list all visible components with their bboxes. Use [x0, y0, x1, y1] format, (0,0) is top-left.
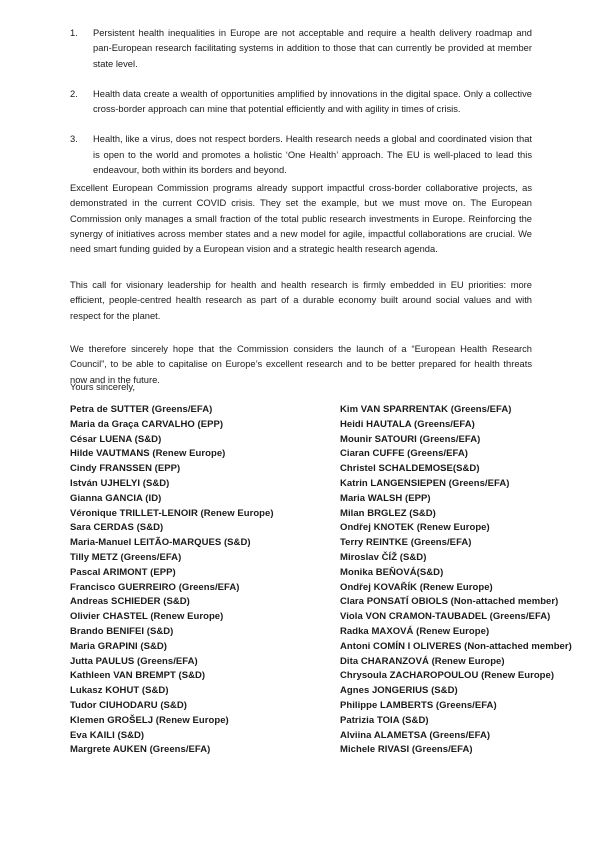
signatory-name: Mounir SATOURI (Greens/EFA) — [340, 433, 481, 445]
body-paragraph-request: We therefore sincerely hope that the Commission considers the launch of a “European Health Research Council”, to be able to capitalise on Europe’s excellent research and to be better prepared for health threats now and in the future. — [70, 344, 532, 385]
signatory-name: Margrete AUKEN (Greens/EFA) — [70, 744, 211, 756]
signatory-name: Dita CHARANZOVÁ (Renew Europe) — [340, 655, 505, 667]
signatory-name: Clara PONSATÍ OBIOLS (Non-attached member) — [340, 596, 559, 608]
signatory-name: Klemen GROŠELJ (Renew Europe) — [70, 714, 229, 726]
point-number: 2. — [70, 88, 78, 99]
signatory-name: Miroslav ČÍŽ (S&D) — [340, 551, 427, 563]
signatory-name: Kim VAN SPARRENTAK (Greens/EFA) — [340, 404, 512, 415]
numbered-point — [70, 26, 532, 72]
signatories-left-column — [70, 403, 325, 758]
body-paragraph-programs: Excellent European Commission programs already support impactful cross-border collaborative projects, as demonstrated in the current COVID crisis. They set the example, but we must move on. The European Commission only manages a small fraction of the total public research investments in Europe. Reinforcing the synergy of initiatives across member states and a new model for agile, impactful collaborations are crucial. We need smart funding guided by a European vision and a strategic health research agenda. — [70, 183, 532, 255]
signatory-name: Ondřej KOVAŘÍK (Renew Europe) — [340, 581, 493, 593]
signatory-name: Tilly METZ (Greens/EFA) — [70, 551, 182, 563]
signatory-name: Alviina ALAMETSA (Greens/EFA) — [340, 729, 491, 741]
signatories-right-column — [340, 403, 585, 758]
body-paragraph-leadership: This call for visionary leadership for health and health research is firmly embedded in EU priorities: more efficient, people-centred health research as part of a durable economy built around social values and with respect for the planet. — [70, 280, 532, 321]
signatory-name: Gianna GANCIA (ID) — [70, 492, 162, 504]
point-text: Health, like a virus, does not respect borders. Health research needs a global and coordinated vision that is open to the world and promotes a holistic ‘One Health’ approach. The EU is well-placed to lead this endeavour, both within its borders and beyond. — [93, 134, 532, 176]
signatory-name: Philippe LAMBERTS (Greens/EFA) — [340, 699, 497, 711]
numbered-points-list — [70, 26, 532, 193]
signatory-name: Milan BRGLEZ (S&D) — [340, 507, 436, 519]
signatory-name: Chrysoula ZACHAROPOULOU (Renew Europe) — [340, 670, 555, 682]
signatory-name: Maria da Graça CARVALHO (EPP) — [70, 418, 224, 430]
signatory-name: Monika BEŇOVÁ(S&D) — [340, 566, 444, 578]
signatory-name: Heidi HAUTALA (Greens/EFA) — [340, 418, 475, 430]
signatory-name: Radka MAXOVÁ (Renew Europe) — [340, 625, 490, 637]
signatory-name: Francisco GUERREIRO (Greens/EFA) — [70, 581, 240, 593]
signatory-name: Christel SCHALDEMOSE(S&D) — [340, 463, 480, 475]
signatory-name: Katrin LANGENSIEPEN (Greens/EFA) — [340, 477, 510, 489]
signatory-name: Maria GRAPINI (S&D) — [70, 640, 168, 652]
numbered-point — [70, 87, 532, 118]
signatory-name: Patrizia TOIA (S&D) — [340, 714, 429, 726]
signatory-name: Terry REINTKE (Greens/EFA) — [340, 537, 472, 549]
signatory-name: Tudor CIUHODARU (S&D) — [70, 699, 187, 711]
signatory-name: Maria-Manuel LEITÃO-MARQUES (S&D) — [70, 537, 251, 549]
signatory-name: Eva KAILI (S&D) — [70, 729, 145, 741]
signatory-name: Kathleen VAN BREMPT (S&D) — [70, 670, 206, 682]
signatory-name: Maria WALSH (EPP) — [340, 492, 431, 504]
signatory-name: Ondřej KNOTEK (Renew Europe) — [340, 522, 490, 534]
point-text: Health data create a wealth of opportunities amplified by innovations in the digital space. Only a collective cross-border approach can mine that potential efficiently and with agility in times of crisis. — [93, 88, 532, 115]
signatory-name: István UJHELYI (S&D) — [70, 477, 170, 489]
point-number: 3. — [70, 134, 78, 145]
point-text: Persistent health inequalities in Europe are not acceptable and require a health delivery roadmap and pan-European research facilitating systems in addition to those that can currently be provided at member state level. — [93, 28, 532, 69]
numbered-point — [70, 132, 532, 178]
point-number: 1. — [70, 28, 78, 38]
signatory-name: Véronique TRILLET-LENOIR (Renew Europe) — [70, 507, 274, 519]
signatory-name: Olivier CHASTEL (Renew Europe) — [70, 611, 224, 623]
signatory-name: Brando BENIFEI (S&D) — [70, 625, 174, 637]
signatory-name: Pascal ARIMONT (EPP) — [70, 566, 176, 578]
signatory-name: Ciaran CUFFE (Greens/EFA) — [340, 448, 468, 460]
signatory-name: César LUENA (S&D) — [70, 433, 162, 445]
closing-salutation: Yours sincerely, — [70, 382, 135, 392]
signatory-name: Petra de SUTTER (Greens/EFA) — [70, 404, 213, 415]
signatory-name: Hilde VAUTMANS (Renew Europe) — [70, 448, 226, 460]
signatory-name: Jutta PAULUS (Greens/EFA) — [70, 655, 198, 667]
signatory-name: Andreas SCHIEDER (S&D) — [70, 596, 190, 608]
signatory-name: Agnes JONGERIUS (S&D) — [340, 685, 458, 697]
signatory-name: Cindy FRANSSEN (EPP) — [70, 463, 181, 475]
signatory-name: Sara CERDAS (S&D) — [70, 522, 164, 534]
signatory-name: Michele RIVASI (Greens/EFA) — [340, 744, 473, 756]
signatory-name: Antoni COMÍN I OLIVERES (Non-attached member) — [340, 640, 572, 652]
signatory-name: Viola VON CRAMON-TAUBADEL (Greens/EFA) — [340, 611, 551, 623]
signatory-name: Lukasz KOHUT (S&D) — [70, 685, 169, 697]
